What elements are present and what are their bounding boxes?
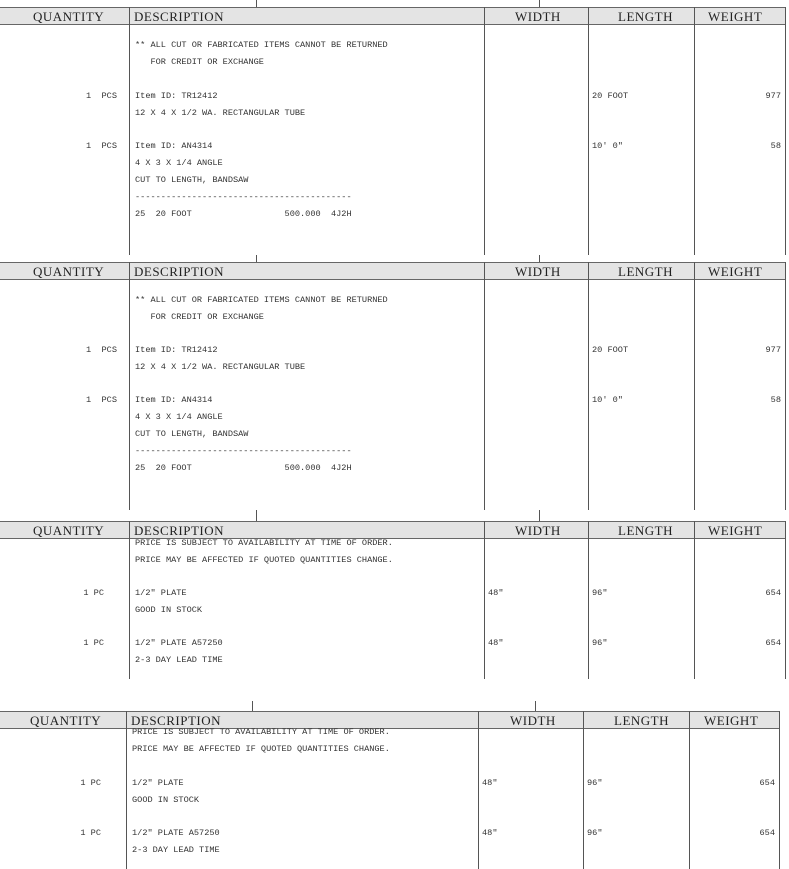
header-width: WIDTH	[515, 264, 561, 279]
note-line: FOR CREDIT OR EXCHANGE	[135, 57, 264, 67]
column-divider	[694, 521, 695, 679]
quantity-cell: 1 PC	[80, 778, 101, 788]
column-tick-mark	[539, 0, 540, 7]
weight-cell: 654	[759, 828, 775, 838]
quantity-cell: 1 PCS	[86, 345, 117, 355]
description-line: ------------------------------------------	[135, 446, 352, 456]
column-divider	[694, 262, 695, 510]
column-divider	[588, 521, 589, 679]
description-line: 2-3 DAY LEAD TIME	[135, 655, 223, 665]
note-line: PRICE IS SUBJECT TO AVAILABILITY AT TIME OF ORDER.	[135, 538, 393, 548]
header-weight: WEIGHT	[708, 264, 763, 279]
length-cell: 10' 0"	[592, 141, 623, 151]
header-quantity: QUANTITY	[33, 264, 105, 279]
note-line: FOR CREDIT OR EXCHANGE	[135, 312, 264, 322]
column-tick-mark	[539, 510, 540, 521]
quantity-cell: 1 PCS	[86, 141, 117, 151]
quote-table	[0, 7, 785, 255]
description-line: GOOD IN STOCK	[132, 795, 200, 805]
column-divider	[779, 711, 780, 869]
weight-cell: 654	[759, 778, 775, 788]
header-weight: WEIGHT	[708, 523, 763, 538]
weight-cell: 654	[765, 638, 781, 648]
table-header	[0, 262, 785, 280]
length-cell: 96"	[592, 638, 608, 648]
weight-cell: 977	[765, 345, 781, 355]
quantity-cell: 1 PCS	[86, 91, 117, 101]
description-line: 25 20 FOOT 500.000 4J2H	[135, 463, 352, 473]
column-tick-mark	[256, 255, 257, 262]
quantity-cell: 1 PC	[83, 588, 104, 598]
header-length: LENGTH	[618, 264, 673, 279]
column-divider	[126, 711, 127, 869]
header-length: LENGTH	[618, 9, 673, 24]
table-header	[0, 521, 785, 539]
description-line: Item ID: AN4314	[135, 141, 213, 151]
weight-cell: 58	[770, 141, 781, 151]
width-cell: 48"	[482, 828, 498, 838]
header-description: DESCRIPTION	[131, 713, 222, 728]
quantity-cell: 1 PC	[83, 638, 104, 648]
note-line: ** ALL CUT OR FABRICATED ITEMS CANNOT BE RETURNED	[135, 40, 388, 50]
note-line: PRICE MAY BE AFFECTED IF QUOTED QUANTITIES CHANGE.	[135, 555, 393, 565]
length-cell: 20 FOOT	[592, 91, 629, 101]
column-divider	[785, 262, 786, 510]
length-cell: 10' 0"	[592, 395, 623, 405]
column-tick-mark	[539, 255, 540, 262]
column-divider	[478, 711, 479, 869]
width-cell: 48"	[482, 778, 498, 788]
description-line: CUT TO LENGTH, BANDSAW	[135, 429, 249, 439]
header-quantity: QUANTITY	[33, 9, 105, 24]
header-quantity: QUANTITY	[33, 523, 105, 538]
quote-table	[0, 262, 785, 510]
description-line: 1/2" PLATE	[132, 778, 184, 788]
note-line: PRICE MAY BE AFFECTED IF QUOTED QUANTITIES CHANGE.	[132, 744, 390, 754]
column-tick-mark	[535, 701, 536, 711]
description-line: CUT TO LENGTH, BANDSAW	[135, 175, 249, 185]
description-line: GOOD IN STOCK	[135, 605, 203, 615]
length-cell: 96"	[592, 588, 608, 598]
note-line: PRICE IS SUBJECT TO AVAILABILITY AT TIME OF ORDER.	[132, 727, 390, 737]
quantity-cell: 1 PC	[80, 828, 101, 838]
length-cell: 96"	[587, 778, 603, 788]
column-tick-mark	[252, 701, 253, 711]
header-weight: WEIGHT	[708, 9, 763, 24]
length-cell: 96"	[587, 828, 603, 838]
header-length: LENGTH	[614, 713, 669, 728]
width-cell: 48"	[488, 638, 504, 648]
column-divider	[694, 7, 695, 255]
column-tick-mark	[256, 510, 257, 521]
description-line: 1/2" PLATE A57250	[135, 638, 223, 648]
description-line: Item ID: TR12412	[135, 345, 218, 355]
column-divider	[588, 7, 589, 255]
column-divider	[785, 7, 786, 255]
column-divider	[785, 521, 786, 679]
header-quantity: QUANTITY	[30, 713, 102, 728]
column-divider	[484, 521, 485, 679]
description-line: ------------------------------------------	[135, 192, 352, 202]
header-description: DESCRIPTION	[134, 9, 225, 24]
column-divider	[588, 262, 589, 510]
description-line: Item ID: AN4314	[135, 395, 213, 405]
column-divider	[583, 711, 584, 869]
header-length: LENGTH	[618, 523, 673, 538]
header-description: DESCRIPTION	[134, 264, 225, 279]
description-line: 12 X 4 X 1/2 WA. RECTANGULAR TUBE	[135, 362, 306, 372]
width-cell: 48"	[488, 588, 504, 598]
table-header	[0, 7, 785, 25]
column-divider	[129, 7, 130, 255]
description-line: 4 X 3 X 1/4 ANGLE	[135, 158, 223, 168]
weight-cell: 58	[770, 395, 781, 405]
description-line: 12 X 4 X 1/2 WA. RECTANGULAR TUBE	[135, 108, 306, 118]
description-line: 2-3 DAY LEAD TIME	[132, 845, 220, 855]
header-width: WIDTH	[515, 9, 561, 24]
note-line: ** ALL CUT OR FABRICATED ITEMS CANNOT BE RETURNED	[135, 295, 388, 305]
column-divider	[129, 262, 130, 510]
header-width: WIDTH	[515, 523, 561, 538]
header-description: DESCRIPTION	[134, 523, 225, 538]
weight-cell: 654	[765, 588, 781, 598]
quantity-cell: 1 PCS	[86, 395, 117, 405]
column-divider	[129, 521, 130, 679]
description-line: 25 20 FOOT 500.000 4J2H	[135, 209, 352, 219]
weight-cell: 977	[765, 91, 781, 101]
description-line: Item ID: TR12412	[135, 91, 218, 101]
description-line: 4 X 3 X 1/4 ANGLE	[135, 412, 223, 422]
column-divider	[484, 262, 485, 510]
column-divider	[689, 711, 690, 869]
header-width: WIDTH	[510, 713, 556, 728]
description-line: 1/2" PLATE	[135, 588, 187, 598]
column-tick-mark	[256, 0, 257, 7]
description-line: 1/2" PLATE A57250	[132, 828, 220, 838]
header-weight: WEIGHT	[704, 713, 759, 728]
length-cell: 20 FOOT	[592, 345, 629, 355]
column-divider	[484, 7, 485, 255]
